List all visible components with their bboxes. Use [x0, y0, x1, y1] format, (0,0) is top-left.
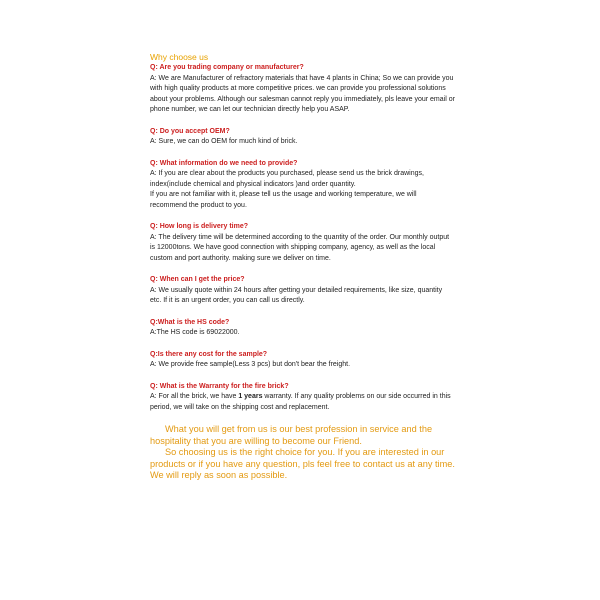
faq-question: Q: Do you accept OEM? — [150, 127, 230, 135]
faq-answer: A:The HS code is 69022000. — [150, 329, 240, 336]
closing-message — [150, 424, 455, 482]
faq-question: Q: What information do we need to provide? — [150, 159, 298, 167]
faq-item-warranty — [150, 382, 455, 414]
warranty-duration: 1 years — [238, 393, 263, 400]
faq-answer — [150, 392, 455, 413]
faq-answer: A: If you are clear about the products you purchased, please send us the brick drawings, index(include chemical and physical indicators )and order quantity. — [150, 170, 424, 188]
faq-question: Q: Are you trading company or manufacturer? — [150, 64, 304, 71]
faq-document — [150, 52, 455, 482]
faq-question: Q: How long is delivery time? — [150, 223, 249, 230]
answer-suffix: warranty. If any quality problems on our side occurred in this period, we will take on the shipping cost and replacement. — [150, 393, 451, 411]
section-heading: Why choose us — [150, 52, 209, 62]
closing-paragraph: What you will get from us is our best profession in service and the hospitality that you are willing to become our Friend. — [150, 424, 433, 446]
faq-answer: A: We are Manufacturer of refractory materials that have 4 plants in China; So we can provide you with high quality products at more competitive prices. we can provide you professional solutions about your problems. Although our salesman cannot reply you immediately, pls leave your email or phone number, we can let our technician directly help you ASAP. — [150, 74, 455, 113]
faq-answer: A: We usually quote within 24 hours after getting your detailed requirements, like size, quantity etc. If it is an urgent order, you can call us directly. — [150, 286, 443, 304]
faq-item — [150, 222, 455, 264]
answer-prefix: A: For all the brick, we have — [150, 393, 239, 400]
faq-question: Q: When can I get the price? — [150, 276, 245, 283]
faq-item — [150, 318, 455, 339]
faq-question: Q:What is the HS code? — [150, 318, 230, 326]
closing-paragraph: So choosing us is the right choice for you. If you are interested in our products or if you have any question, pls feel free to contact us at any time. We will reply as soon as possible. — [150, 447, 455, 480]
faq-item — [150, 63, 455, 116]
faq-answer: A: We provide free sample(Less 3 pcs) but don't bear the freight. — [150, 361, 351, 368]
faq-answer: A: The delivery time will be determined according to the quantity of the order. Our monthly output is 12000tons. We have good connection with shipping company, agency, as well as the local custom and port authority. making sure we deliver on time. — [150, 233, 450, 262]
faq-item — [150, 159, 455, 212]
faq-item — [150, 127, 455, 148]
faq-item — [150, 350, 455, 371]
faq-item — [150, 275, 455, 307]
faq-answer-continued: If you are not familiar with it, please tell us the usage and working temperature, we will recommend the product to you. — [150, 191, 417, 209]
faq-question: Q: What is the Warranty for the fire brick? — [150, 382, 289, 390]
faq-answer: A: Sure, we can do OEM for much kind of brick. — [150, 138, 298, 145]
faq-question: Q:Is there any cost for the sample? — [150, 350, 268, 358]
